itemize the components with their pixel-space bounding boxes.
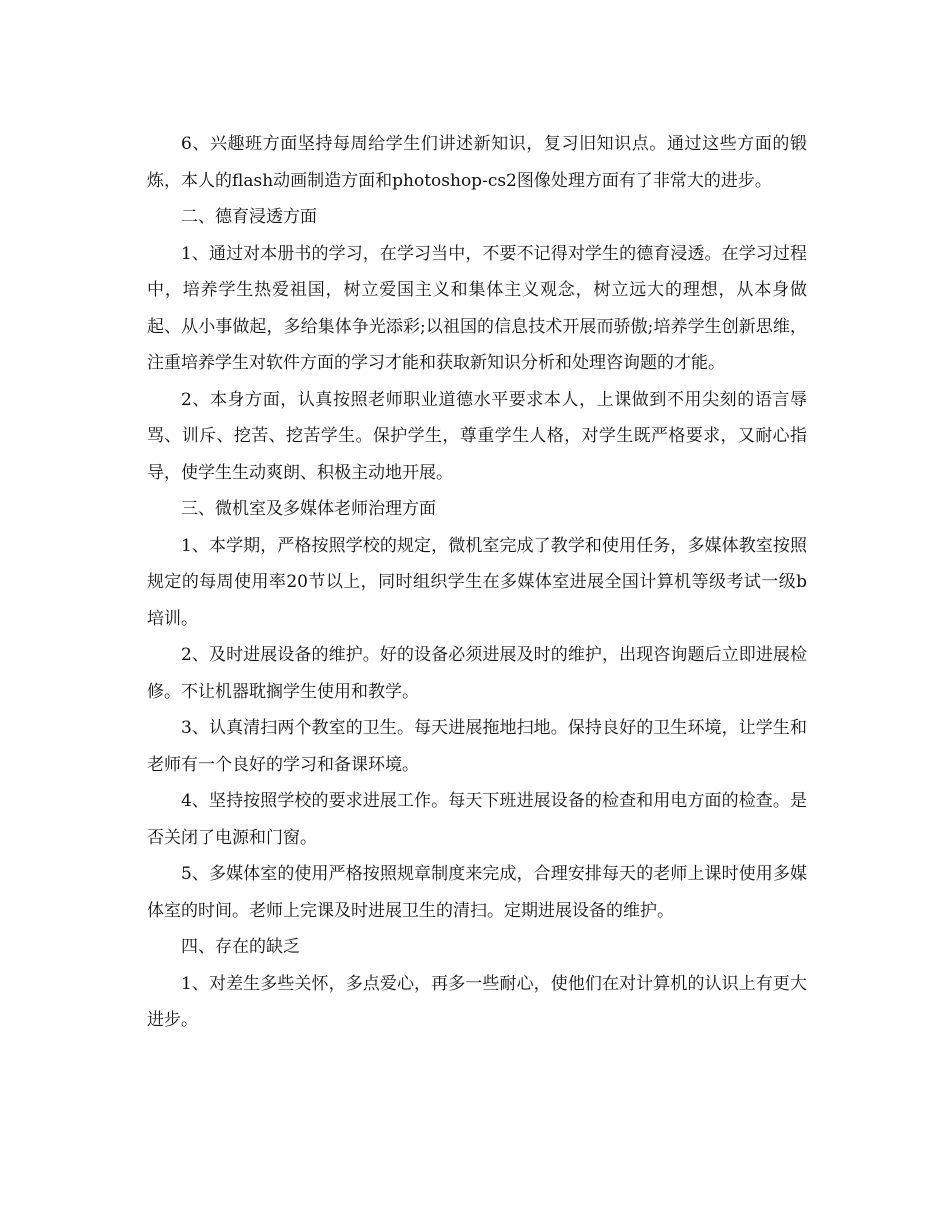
paragraph-interest-class: 6、兴趣班方面坚持每周给学生们讲述新知识，复习旧知识点。通过这些方面的锻炼，本人的flash动画制造方面和photoshop-cs2图像处理方面有了非常大的进步。 [147,134,807,191]
document-body [147,126,807,1039]
heading-computer-room-management: 三、微机室及多媒体老师治理方面 [181,499,436,519]
paragraph-moral-education-2: 2、本身方面，认真按照老师职业道德水平要求本人，上课做到不用尖刻的语言辱骂、训斥、挖苦、挖苦学生。保护学生，尊重学生人格，对学生既严格要求，又耐心指导，使学生生动爽朗、积极主动地开展。 [147,389,807,483]
paragraph-management-4: 4、坚持按照学校的要求进展工作。每天下班进展设备的检查和用电方面的检查。是否关闭了电源和门窗。 [147,791,807,848]
heading-moral-education: 二、德育浸透方面 [181,207,317,227]
paragraph-management-2: 2、及时进展设备的维护。好的设备必须进展及时的维护，出现咨询题后立即进展检修。不让机器耽搁学生使用和教学。 [147,645,807,702]
paragraph-management-5: 5、多媒体室的使用严格按照规章制度来完成，合理安排每天的老师上课时使用多媒体室的时间。老师上完课及时进展卫生的清扫。定期进展设备的维护。 [147,864,807,921]
paragraph-shortcomings-1: 1、对差生多些关怀，多点爱心，再多一些耐心，使他们在对计算机的认识上有更大进步。 [147,973,807,1030]
paragraph-moral-education-1: 1、通过对本册书的学习，在学习当中，不要不记得对学生的德育浸透。在学习过程中，培养学生热爱祖国，树立爱国主义和集体主义观念，树立远大的理想，从本身做起、从小事做起，多给集体争光添彩;以祖国的信息技术开展而骄傲;培养学生创新思维，注重培养学生对软件方面的学习才能和获取新知识分析和处理咨询题的才能。 [147,243,807,373]
paragraph-management-1: 1、本学期，严格按照学校的规定，微机室完成了教学和使用任务，多媒体教室按照规定的每周使用率20节以上，同时组织学生在多媒体室进展全国计算机等级考试一级b培训。 [147,535,807,629]
paragraph-management-3: 3、认真清扫两个教室的卫生。每天进展拖地扫地。保持良好的卫生环境，让学生和老师有一个良好的学习和备课环境。 [147,718,807,775]
heading-shortcomings: 四、存在的缺乏 [181,937,300,957]
